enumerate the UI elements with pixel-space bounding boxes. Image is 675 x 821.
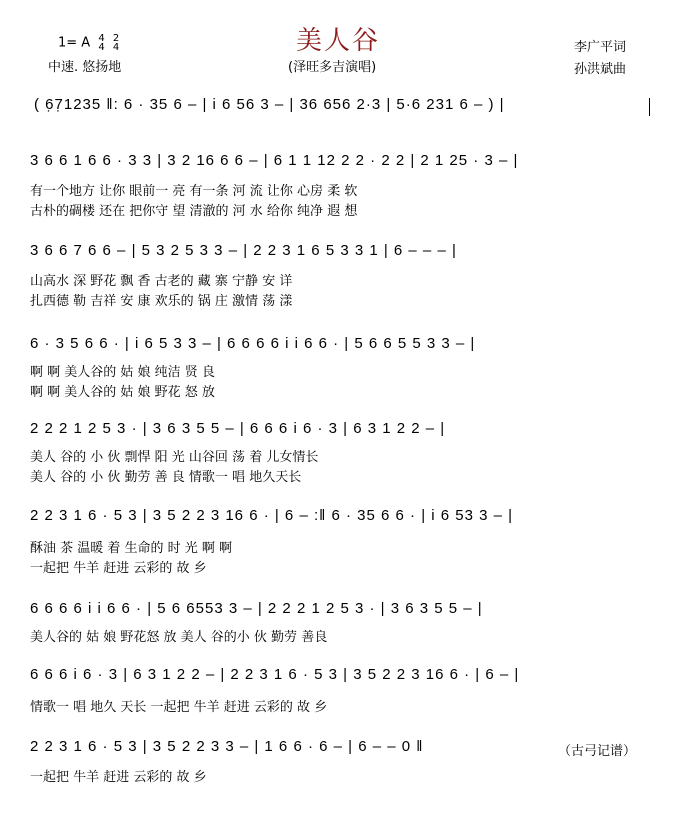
lyric-verse-2: 古朴的碉楼 还在 把你守 望 清澈的 河 水 给你 纯净 遐 想	[30, 204, 358, 219]
barline	[649, 98, 650, 116]
notation-line: 6 · 3 5 6 6 · | i 6 5 3 3 – | 6 6 6 6 i i 6 6 · | 5 6 6 5 5 3 3 – |	[30, 335, 476, 352]
lyric-verse-1: 有一个地方 让你 眼前一 亮 有一条 河 流 让你 心房 柔 软	[30, 184, 358, 199]
song-title: 美人谷	[296, 26, 381, 56]
notation-line: 6 6 6 i 6 · 3 | 6 3 1 2 2 – | 2 2 3 1 6 · 5 3 | 3 5 2 2 3 16 6 · | 6 – |	[30, 666, 520, 683]
lyric-verse-2: 啊 啊 美人谷的 姑 娘 野花 怒 放	[30, 385, 215, 400]
lyric-verse-1: 山高水 深 野花 飘 香 古老的 藏 寨 宁静 安 详	[30, 274, 293, 289]
lyric-verse-1: 一起把 牛羊 赶进 云彩的 故 乡	[30, 770, 207, 785]
key-label: 1= A	[58, 35, 91, 51]
notation-line: 3 6 6 1 6 6 · 3 3 | 3 2 16 6 6 – | 6 1 1 12 2 2 · 2 2 | 2 1 25 · 3 – |	[30, 152, 519, 169]
notation-line: ( 6̣7̣1235 ‖: 6 · 35 6 – | i 6 56 3 – | 36 656 2·3 | 5·6 231 6 – ) |	[34, 96, 505, 113]
key-signature	[58, 34, 119, 52]
time-signature-4-4: 4 4	[98, 33, 105, 53]
notation-line: 3 6 6 7 6 6 – | 5 3 2 5 3 3 – | 2 2 3 1 6 5 3 3 1 | 6 – – – |	[30, 242, 457, 259]
notation-line: 6 6 6 6 i i 6 6 · | 5 6 6553 3 – | 2 2 2 1 2 5 3 · | 3 6 3 5 5 – |	[30, 600, 483, 617]
tempo-marking: 中速. 悠扬地	[48, 60, 122, 75]
performer-credit: (泽旺多吉演唱)	[288, 60, 377, 75]
lyricist-credit: 李广平词	[574, 40, 627, 55]
lyric-verse-2: 一起把 牛羊 赶进 云彩的 故 乡	[30, 561, 207, 576]
lyric-verse-1: 啊 啊 美人谷的 姑 娘 纯洁 贤 良	[30, 365, 215, 380]
notation-line: 2 2 3 1 6 · 5 3 | 3 5 2 2 3 16 6 · | 6 – :‖ 6 · 35 6 6 · | i 6 53 3 – |	[30, 507, 514, 524]
notation-line: 2 2 3 1 6 · 5 3 | 3 5 2 2 3 3 – | 1 6 6 · 6 – | 6 – – 0 ‖	[30, 738, 424, 755]
lyric-verse-2: 扎西德 勒 吉祥 安 康 欢乐的 锅 庄 激情 荡 漾	[30, 294, 293, 309]
notation-line: 2 2 2 1 2 5 3 · | 3 6 3 5 5 – | 6 6 6 i 6 · 3 | 6 3 1 2 2 – |	[30, 420, 446, 437]
composer-credit: 孙洪斌曲	[574, 62, 627, 77]
lyric-verse-1: 情歌一 唱 地久 天长 一起把 牛羊 赶进 云彩的 故 乡	[30, 700, 328, 715]
lyric-verse-1: 美人谷的 姑 娘 野花怒 放 美人 谷的小 伙 勤劳 善良	[30, 630, 328, 645]
lyric-verse-1: 美人 谷的 小 伙 剽悍 阳 光 山谷回 荡 着 儿女情长	[30, 450, 319, 465]
transcriber-credit: （古弓记谱）	[558, 744, 637, 759]
time-signature-2-4: 2 4	[112, 33, 120, 53]
lyric-verse-1: 酥油 茶 温暖 着 生命的 时 光 啊 啊	[30, 541, 233, 556]
lyric-verse-2: 美人 谷的 小 伙 勤劳 善 良 情歌一 唱 地久天长	[30, 470, 302, 485]
